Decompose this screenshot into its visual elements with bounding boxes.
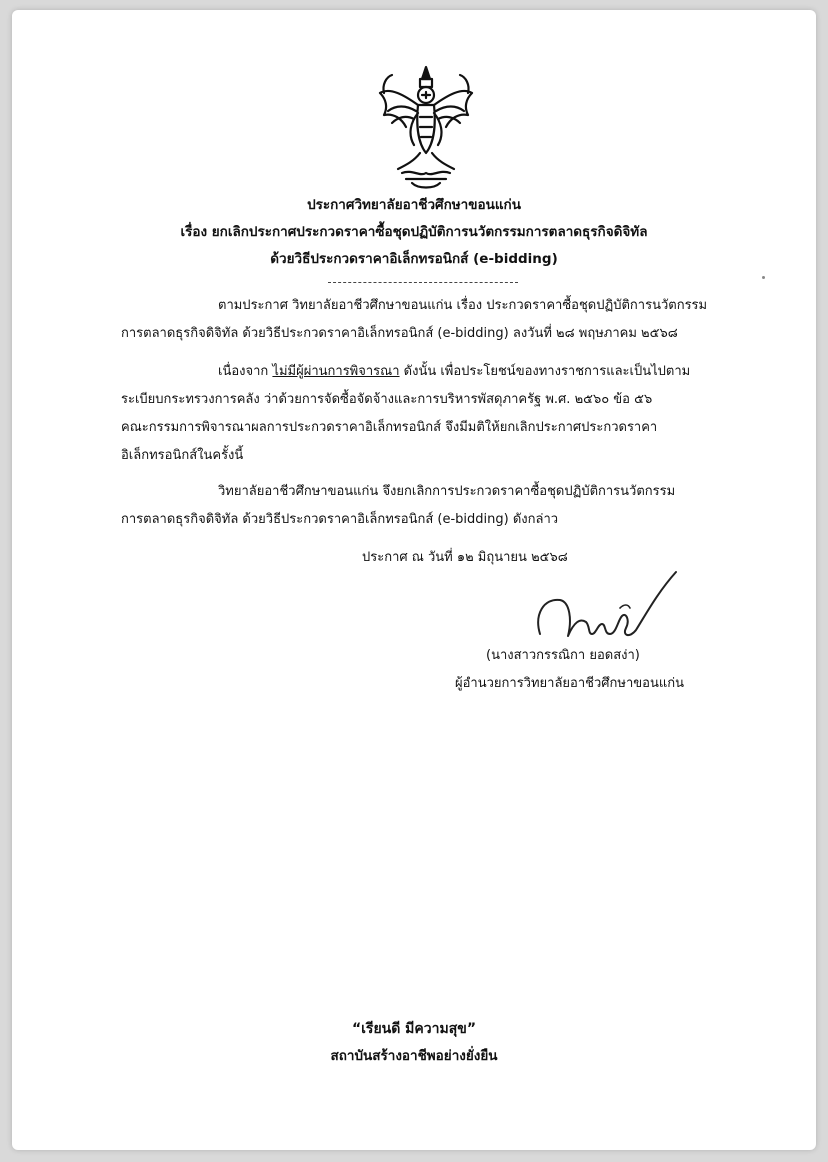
announcement-method: ด้วยวิธีประกวดราคาอิเล็กทรอนิกส์ (e-bidding) bbox=[270, 251, 558, 267]
para1-line2: การตลาดธุรกิจดิจิทัล ด้วยวิธีประกวดราคาอิเล็กทรอนิกส์ (e-bidding) ลงวันที่ ๒๘ พฤษภาคม ๒๕๖๘ bbox=[121, 326, 678, 341]
para2-line1 bbox=[218, 360, 690, 381]
handwritten-signature bbox=[530, 562, 680, 644]
document-page bbox=[12, 10, 816, 1150]
para1-line1: ตามประกาศ วิทยาลัยอาชีวศึกษาขอนแก่น เรื่อง ประกวดราคาซื้อชุดปฏิบัติการนวัตกรรม bbox=[218, 298, 708, 313]
para2-rest: ดังนั้น เพื่อประโยชน์ของทางราชการและเป็นไปตาม bbox=[399, 364, 691, 379]
announce-date: ประกาศ ณ วันที่ ๑๒ มิถุนายน ๒๕๖๘ bbox=[362, 550, 568, 565]
para2-line2: ระเบียบกระทรวงการคลัง ว่าด้วยการจัดซื้อจัดจ้างและการบริหารพัสดุภาครัฐ พ.ศ. ๒๕๖๐ ข้อ ๕๖ bbox=[121, 392, 653, 407]
garuda-emblem-icon bbox=[376, 65, 476, 190]
announcement-title: ประกาศวิทยาลัยอาชีวศึกษาขอนแก่น bbox=[307, 197, 521, 213]
scan-dot bbox=[762, 276, 765, 279]
para3-line2: การตลาดธุรกิจดิจิทัล ด้วยวิธีประกวดราคาอิเล็กทรอนิกส์ (e-bidding) ดังกล่าว bbox=[121, 512, 559, 527]
para2-line4: อิเล็กทรอนิกส์ในครั้งนี้ bbox=[121, 448, 244, 463]
slogan: สถาบันสร้างอาชีพอย่างยั่งยืน bbox=[330, 1048, 498, 1064]
para2-line3: คณะกรรมการพิจารณาผลการประกวดราคาอิเล็กทรอนิกส์ จึงมีมติให้ยกเลิกประกาศประกวดราคา bbox=[121, 420, 658, 435]
signer-position: ผู้อำนวยการวิทยาลัยอาชีวศึกษาขอนแก่น bbox=[455, 676, 684, 691]
para2-underlined: ไม่มีผู้ผ่านการพิจารณา bbox=[272, 364, 400, 379]
para3-line1: วิทยาลัยอาชีวศึกษาขอนแก่น จึงยกเลิกการประกวดราคาซื้อชุดปฏิบัติการนวัตกรรม bbox=[218, 484, 676, 499]
title-divider bbox=[328, 282, 518, 283]
para2-lead: เนื่องจาก bbox=[218, 364, 269, 379]
motto: “เรียนดี มีความสุข” bbox=[351, 1021, 477, 1037]
announcement-subject: เรื่อง ยกเลิกประกาศประกวดราคาซื้อชุดปฏิบัติการนวัตกรรมการตลาดธุรกิจดิจิทัล bbox=[180, 224, 648, 240]
signer-name: (นางสาวกรรณิกา ยอดสง่า) bbox=[486, 648, 640, 663]
